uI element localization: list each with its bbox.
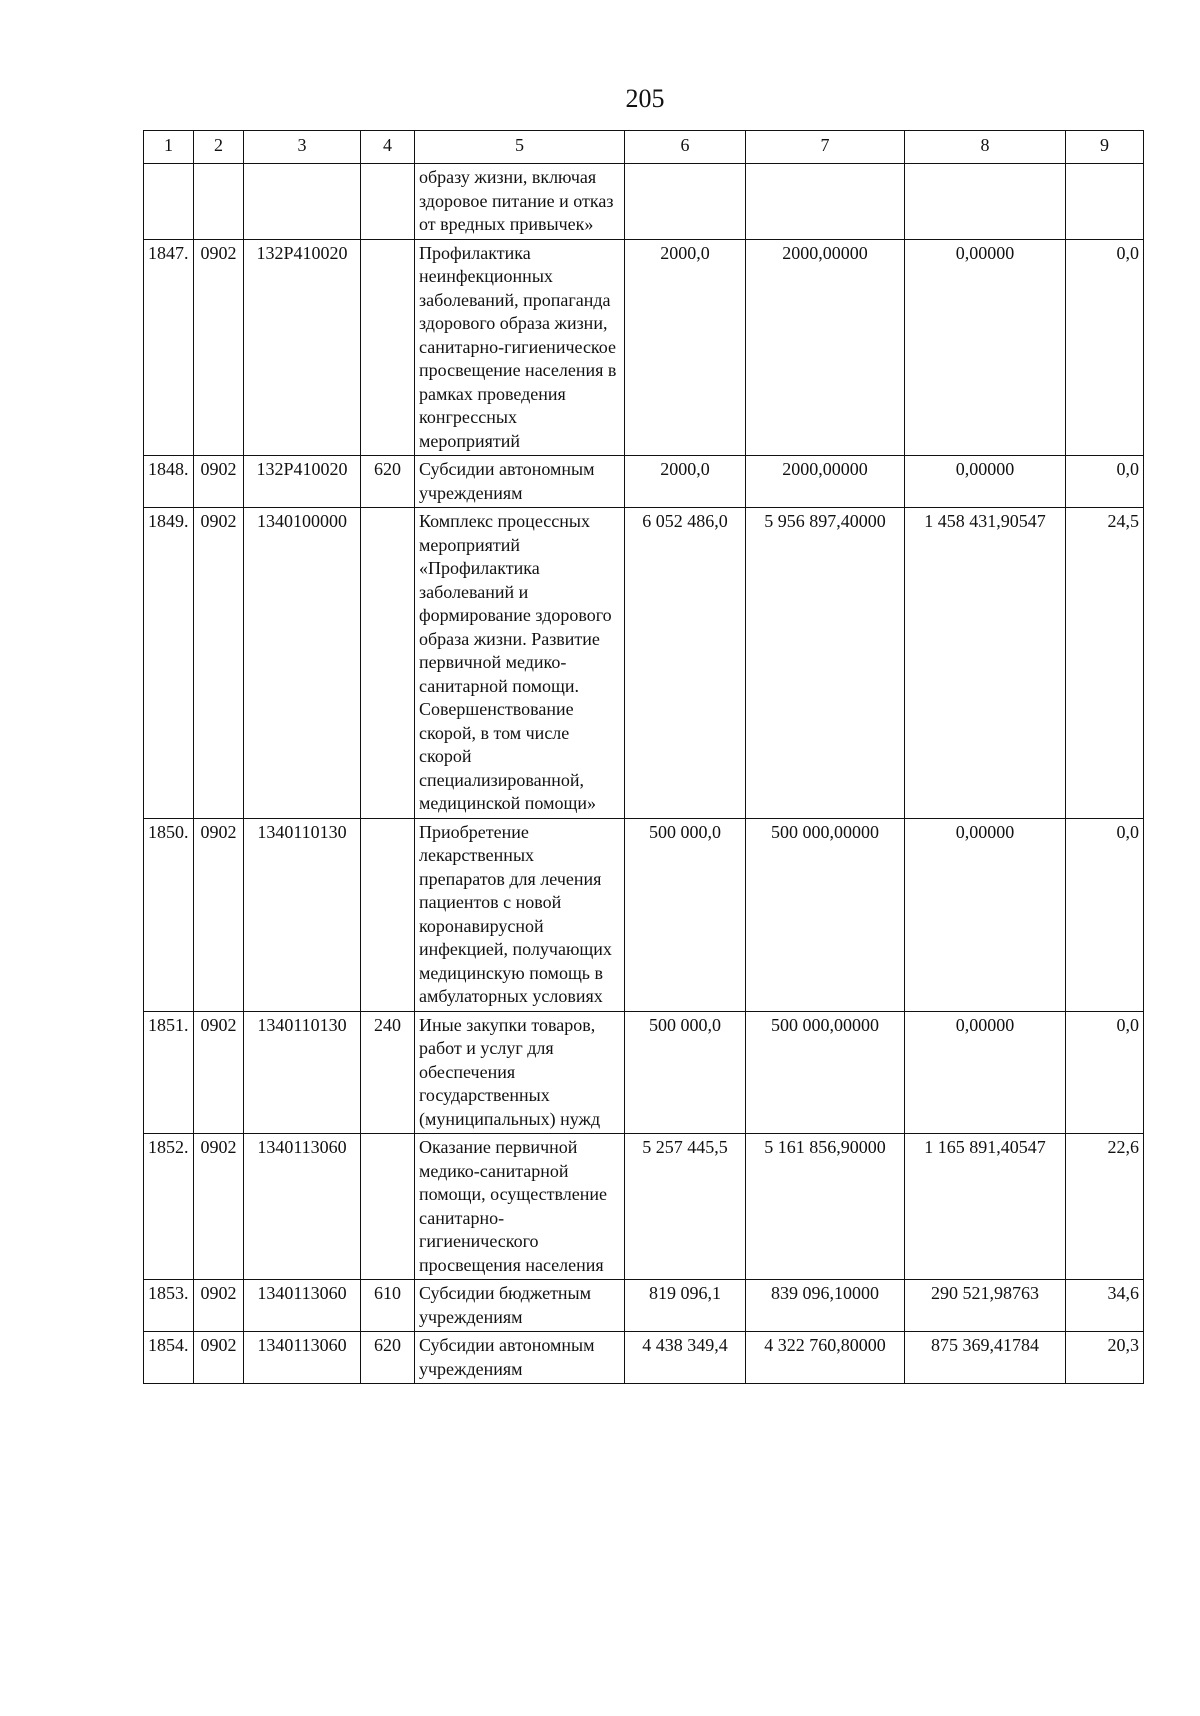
- table-row: [144, 1011, 1144, 1134]
- cell-section-code: 0902: [194, 508, 244, 819]
- cell-col9: [1066, 164, 1144, 240]
- table-row: [144, 164, 1144, 240]
- cell-col8: 875 369,41784: [905, 1332, 1066, 1384]
- cell-expense-type: [361, 164, 415, 240]
- cell-section-code: 0902: [194, 1011, 244, 1134]
- column-header: 4: [361, 131, 415, 164]
- cell-expense-type: 610: [361, 1280, 415, 1332]
- cell-col7: 5 956 897,40000: [746, 508, 905, 819]
- cell-expense-type: [361, 818, 415, 1011]
- cell-col6: 2000,0: [625, 456, 746, 508]
- cell-expense-type: [361, 508, 415, 819]
- cell-section-code: 0902: [194, 239, 244, 456]
- column-header: 8: [905, 131, 1066, 164]
- cell-name: Субсидии автономным учреждениям: [415, 1332, 625, 1384]
- cell-col6: 819 096,1: [625, 1280, 746, 1332]
- cell-name: Оказание первичной медико-санитарной помощи, осуществление санитарно-гигиенического просвещения населения: [415, 1134, 625, 1280]
- cell-row-number: 1848.: [144, 456, 194, 508]
- cell-name: образу жизни, включая здоровое питание и отказ от вредных привычек»: [415, 164, 625, 240]
- cell-expense-type: 620: [361, 1332, 415, 1384]
- cell-col7: 2000,00000: [746, 456, 905, 508]
- cell-col8: 0,00000: [905, 1011, 1066, 1134]
- cell-col8: 0,00000: [905, 818, 1066, 1011]
- cell-col8: 0,00000: [905, 239, 1066, 456]
- page-number: 205: [625, 84, 665, 113]
- cell-name: Приобретение лекарственных препаратов для лечения пациентов с новой коронавирусной инфекцией, получающих медицинскую помощь в амбулаторных условиях: [415, 818, 625, 1011]
- column-header: 1: [144, 131, 194, 164]
- cell-col8: 0,00000: [905, 456, 1066, 508]
- cell-target-code: 1340110130: [244, 1011, 361, 1134]
- table-row: [144, 1332, 1144, 1384]
- cell-expense-type: [361, 239, 415, 456]
- cell-expense-type: 240: [361, 1011, 415, 1134]
- cell-col6: 500 000,0: [625, 1011, 746, 1134]
- cell-row-number: 1847.: [144, 239, 194, 456]
- cell-name: Субсидии автономным учреждениям: [415, 456, 625, 508]
- cell-col9: 34,6: [1066, 1280, 1144, 1332]
- cell-col9: 0,0: [1066, 239, 1144, 456]
- column-header: 7: [746, 131, 905, 164]
- table-row: [144, 1280, 1144, 1332]
- table-row: [144, 456, 1144, 508]
- cell-col7: 839 096,10000: [746, 1280, 905, 1332]
- cell-target-code: 1340100000: [244, 508, 361, 819]
- cell-expense-type: 620: [361, 456, 415, 508]
- cell-section-code: 0902: [194, 1332, 244, 1384]
- cell-col7: 2000,00000: [746, 239, 905, 456]
- cell-col7: [746, 164, 905, 240]
- cell-section-code: [194, 164, 244, 240]
- cell-name: Субсидии бюджетным учреждениям: [415, 1280, 625, 1332]
- cell-col7: 500 000,00000: [746, 818, 905, 1011]
- cell-col7: 500 000,00000: [746, 1011, 905, 1134]
- cell-section-code: 0902: [194, 1134, 244, 1280]
- cell-target-code: 1340113060: [244, 1332, 361, 1384]
- cell-target-code: 132Р410020: [244, 239, 361, 456]
- cell-col6: 500 000,0: [625, 818, 746, 1011]
- cell-col7: 4 322 760,80000: [746, 1332, 905, 1384]
- column-header: 6: [625, 131, 746, 164]
- cell-col6: 6 052 486,0: [625, 508, 746, 819]
- cell-target-code: 1340113060: [244, 1134, 361, 1280]
- cell-col7: 5 161 856,90000: [746, 1134, 905, 1280]
- cell-col9: 0,0: [1066, 456, 1144, 508]
- cell-col6: 4 438 349,4: [625, 1332, 746, 1384]
- cell-name: Комплекс процессных мероприятий «Профилактика заболеваний и формирование здорового образа жизни. Развитие первичной медико-санитарной помощи. Совершенствование скорой, в том числе скорой специализированной, медицинской помощи»: [415, 508, 625, 819]
- cell-row-number: 1853.: [144, 1280, 194, 1332]
- cell-expense-type: [361, 1134, 415, 1280]
- table-row: [144, 818, 1144, 1011]
- cell-col9: 0,0: [1066, 818, 1144, 1011]
- cell-target-code: 132Р410020: [244, 456, 361, 508]
- column-header: 9: [1066, 131, 1144, 164]
- cell-col9: 22,6: [1066, 1134, 1144, 1280]
- column-header: 3: [244, 131, 361, 164]
- cell-col8: 1 165 891,40547: [905, 1134, 1066, 1280]
- cell-name: Иные закупки товаров, работ и услуг для обеспечения государственных (муниципальных) нужд: [415, 1011, 625, 1134]
- cell-target-code: 1340110130: [244, 818, 361, 1011]
- cell-row-number: 1849.: [144, 508, 194, 819]
- cell-col8: 290 521,98763: [905, 1280, 1066, 1332]
- cell-col8: 1 458 431,90547: [905, 508, 1066, 819]
- cell-section-code: 0902: [194, 818, 244, 1011]
- cell-name: Профилактика неинфекционных заболеваний, пропаганда здорового образа жизни, санитарно-гигиеническое просвещение населения в рамках проведения конгрессных мероприятий: [415, 239, 625, 456]
- table-row: [144, 1134, 1144, 1280]
- cell-col9: 0,0: [1066, 1011, 1144, 1134]
- cell-row-number: 1852.: [144, 1134, 194, 1280]
- cell-row-number: 1850.: [144, 818, 194, 1011]
- cell-col6: 2000,0: [625, 239, 746, 456]
- column-header: 5: [415, 131, 625, 164]
- cell-row-number: 1851.: [144, 1011, 194, 1134]
- cell-section-code: 0902: [194, 1280, 244, 1332]
- cell-col6: 5 257 445,5: [625, 1134, 746, 1280]
- cell-col8: [905, 164, 1066, 240]
- cell-row-number: 1854.: [144, 1332, 194, 1384]
- cell-col9: 20,3: [1066, 1332, 1144, 1384]
- cell-target-code: 1340113060: [244, 1280, 361, 1332]
- table-row: [144, 239, 1144, 456]
- budget-table: [143, 130, 1144, 1384]
- table-row: [144, 508, 1144, 819]
- column-header: 2: [194, 131, 244, 164]
- table-header-row: [144, 131, 1144, 164]
- cell-section-code: 0902: [194, 456, 244, 508]
- cell-row-number: [144, 164, 194, 240]
- cell-col6: [625, 164, 746, 240]
- cell-target-code: [244, 164, 361, 240]
- cell-col9: 24,5: [1066, 508, 1144, 819]
